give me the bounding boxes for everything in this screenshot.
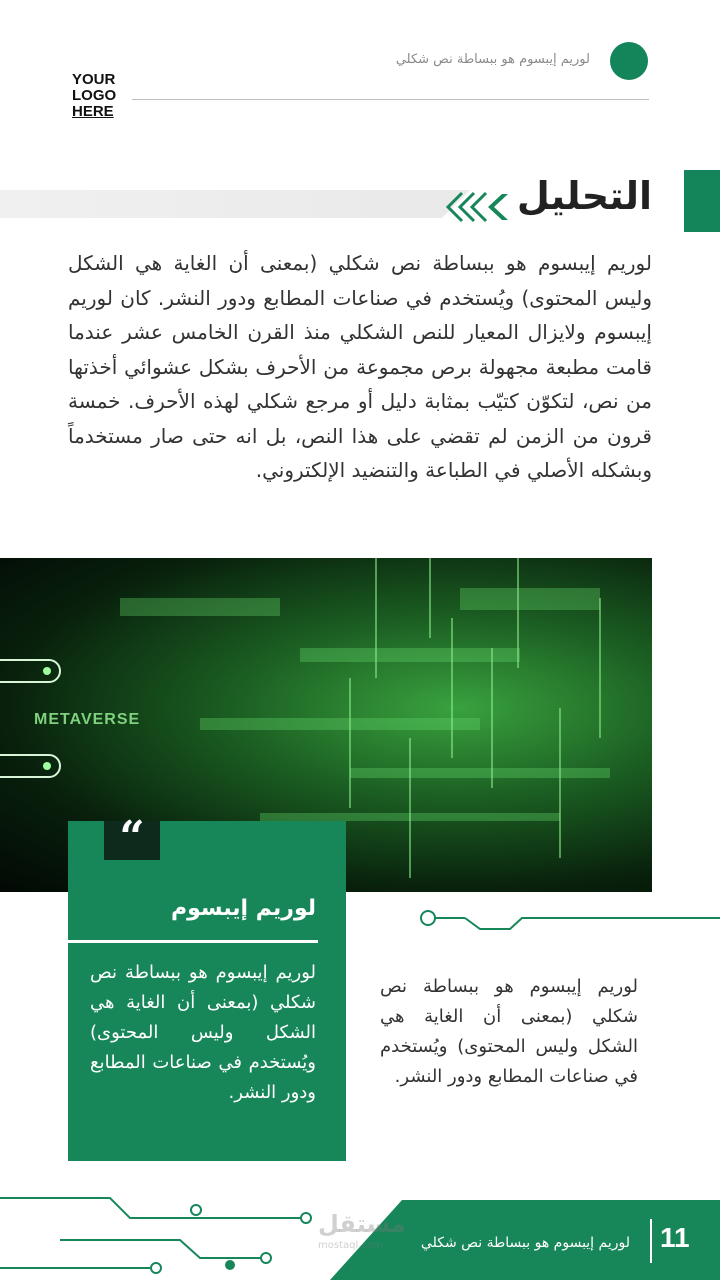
- section-title: التحليل: [516, 174, 652, 218]
- section-accent-block: [684, 170, 720, 232]
- body-paragraph: لوريم إيبسوم هو ببساطة نص شكلي (بمعنى أن الغاية هي الشكل وليس المحتوى) ويُستخدم في صناعات المطابع ودور النشر. كان لوريم إيبسوم ولايزال المعيار للنص الشكلي منذ القرن الخامس عشر عندما قامت مطبعة مجهولة برص مجموعة من الأحرف بشكل عشوائي أخذتها من نص، لتكوّن كتيّب بمثابة دليل أو مرجع شكلي لهذه الأحرف. خمسة قرون من الزمن لم تقضي على هذا النص، بل انه حتى صار مستخدماً وبشكله الأصلي في الطباعة والتنضيد الإلكتروني.: [68, 251, 652, 482]
- circuit-line-graphic: [410, 905, 720, 935]
- header-tagline: لوريم إيبسوم هو ببساطة نص شكلي: [395, 52, 590, 67]
- logo-line-1: YOUR: [72, 71, 116, 88]
- footer-separator: [650, 1219, 652, 1263]
- card-title: لوريم إيبسوم: [171, 896, 316, 921]
- logo: [72, 72, 116, 120]
- logo-line-3: HERE: [72, 103, 114, 120]
- chevrons-icon: [444, 190, 514, 224]
- header-circle: [610, 42, 648, 80]
- logo-line-2: LOGO: [72, 87, 117, 104]
- header-divider: [132, 99, 649, 100]
- banner-label: METAVERSE: [34, 711, 141, 728]
- quote-icon: “: [119, 812, 145, 863]
- card-text: لوريم إيبسوم هو ببساطة نص شكلي (بمعنى أن الغاية هي الشكل وليس المحتوى) ويُستخدم في صناعات المطابع ودور النشر.: [90, 962, 316, 1103]
- watermark: مستقل: [318, 1210, 406, 1238]
- section-band: [0, 190, 470, 218]
- page-number: 11: [660, 1222, 690, 1253]
- footer-text: لوريم إيبسوم هو ببساطة نص شكلي: [420, 1235, 630, 1251]
- card-divider: [0, 940, 318, 943]
- column-text: لوريم إيبسوم هو ببساطة نص شكلي (بمعنى أن الغاية هي الشكل وليس المحتوى) ويُستخدم في صناعات المطابع ودور النشر.: [380, 976, 638, 1087]
- watermark-url: mostaql.com: [318, 1240, 383, 1251]
